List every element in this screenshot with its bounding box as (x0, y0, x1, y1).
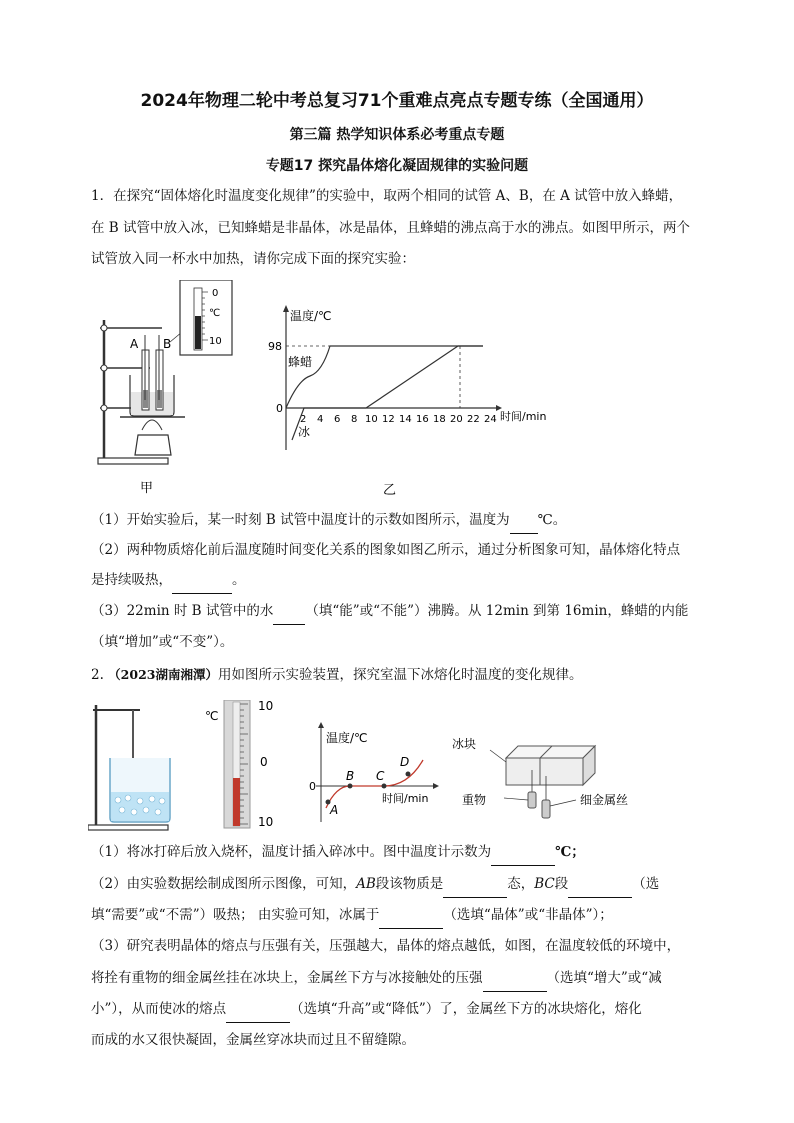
q2-xlabel: 时间/min (382, 792, 429, 805)
zoom-scale-unit: ℃ (209, 308, 221, 319)
q2-subq-1: （1）将冰打碎后放入烧杯，温度计插入碎冰中。图中温度计示数为 ℃； (91, 840, 706, 866)
label-ice: 冰 (298, 425, 311, 439)
q2-subq-2-line-1: （2）由实验数据绘制成图所示图像，可知，AB段该物质是 态，BC段 （选 (91, 872, 716, 898)
q1-blank-2[interactable] (172, 568, 232, 594)
x-tick-label: 10 (365, 414, 378, 425)
x-axis-label: 时间/min (500, 410, 547, 423)
weight-2 (542, 800, 550, 818)
y-tick-98: 98 (268, 340, 282, 353)
x-tick-label: 6 (334, 414, 341, 425)
q2-point-b: B (346, 769, 355, 783)
part-heading: 第三篇 热学知识体系必考重点专题 (289, 127, 505, 143)
x-tick-label: 18 (433, 414, 446, 425)
x-tick-label: 12 (382, 414, 395, 425)
x-tick-label: 14 (399, 414, 412, 425)
x-tick-label: 16 (416, 414, 429, 425)
q2-blank-3[interactable] (568, 872, 632, 898)
q2-figures (88, 700, 708, 832)
q2-blank-4[interactable] (379, 903, 443, 929)
ice-curve (292, 346, 483, 440)
thermometer-zoom-box (180, 280, 232, 355)
q1-subq-2-line-1: （2）两种物质熔化前后温度随时间变化关系的图象如图乙所示，通过分析图象可知，晶体熔化特点 (91, 542, 681, 558)
q2-thermo-unit: ℃ (205, 709, 219, 723)
x-tick-label: 2 (300, 414, 307, 425)
label-b: B (163, 337, 172, 351)
q2-thermo-liquid (233, 778, 240, 826)
weight-1 (528, 792, 536, 808)
q2-subq-3-line-2: 将拴有重物的细金属丝挂在冰块上，金属丝下方与冰接触处的压强 （选填“增大”或“减 (91, 966, 716, 992)
x-tick-label: 24 (484, 414, 497, 425)
q1-intro-line-1: 1．在探究“固体熔化时温度变化规律”的实验中，取两个相同的试管 A、B，在 A 试管中放入蜂蜡， (91, 188, 683, 204)
q2-point-d: D (400, 755, 410, 769)
stand-base (98, 458, 168, 464)
y-axis-label: 温度/℃ (290, 309, 332, 323)
q2-point-a: A (330, 803, 339, 817)
q1-blank-3[interactable] (273, 599, 305, 625)
label-wax: 蜂蜡 (288, 355, 313, 369)
figure-jia-apparatus (90, 280, 250, 495)
ice-block-front (506, 758, 583, 785)
topic-heading: 专题17 探究晶体熔化凝固规律的实验问题 (265, 158, 529, 174)
ice-label: 冰块 (452, 737, 477, 751)
label-a: A (130, 337, 139, 351)
origin-label: 0 (276, 402, 283, 415)
x-tick-label: 22 (467, 414, 480, 425)
q2-subq-2-line-2: 填“需要”或“不需”）吸热； 由实验可知，冰属于 （选填“晶体”或“非晶体”）； (91, 903, 716, 929)
q1-intro-line-2: 在 B 试管中放入冰，已知蜂蜡是非晶体，冰是晶体，且蜂蜡的沸点高于水的沸点。如图甲所示，两个 (91, 220, 691, 236)
document-title: 2024年物理二轮中考总复习71个重难点亮点专题专练（全国通用） (140, 91, 654, 111)
q1-subq-1: （1）开始实验后，某一时刻 B 试管中温度计的示数如图所示，温度为 ℃。 (91, 508, 706, 534)
caption-jia: 甲 (140, 481, 154, 495)
zoom-scale-10: 10 (209, 336, 222, 347)
zoom-scale-0: 0 (212, 288, 219, 299)
q2-subq-3-line-4: 而成的水又很快凝固，金属丝穿冰块而过且不留缝隙。 (91, 1032, 415, 1048)
q2-blank-6[interactable] (226, 997, 290, 1023)
q2-subq-3-line-3: 小”），从而使冰的熔点 （选填“升高”或“降低”）了，金属丝下方的冰块熔化，熔化 (91, 997, 716, 1023)
q2-thermo-0: 0 (260, 755, 268, 769)
flame (142, 420, 162, 430)
alcohol-lamp (135, 435, 171, 455)
q2-point-c: C (376, 769, 385, 783)
caption-yi: 乙 (383, 483, 397, 498)
q1-blank-1[interactable] (510, 508, 538, 534)
x-tick-label: 4 (317, 414, 324, 425)
x-tick-label: 8 (351, 414, 358, 425)
q1-subq-3-line-1: （3）22min 时 B 试管中的水 （填“能”或“不能”）沸腾。从 12min 到第 16min，蜂蜡的内能 (91, 599, 711, 625)
q1-subq-2-line-2: 是持续吸热， 。 (91, 568, 706, 594)
q1-subq-3-line-2: （填“增加”或“不变”）。 (91, 634, 234, 650)
q2-blank-1[interactable] (491, 840, 555, 866)
weight-label: 重物 (462, 793, 487, 807)
x-ticks (300, 414, 497, 425)
x-tick-label: 20 (450, 414, 463, 425)
q2-origin: 0 (309, 780, 316, 793)
figure-yi-graph (268, 300, 558, 500)
wax-curve (286, 346, 483, 408)
wire-label: 细金属丝 (580, 793, 629, 807)
q2-blank-5[interactable] (483, 966, 547, 992)
q2-thermo-10: 10 (258, 700, 274, 713)
q2-subq-3-line-1: （3）研究表明晶体的熔点与压强有关，压强越大，晶体的熔点越低，如图，在温度较低的环境中， (91, 938, 681, 954)
water (131, 392, 173, 415)
q2-ylabel: 温度/℃ (326, 731, 368, 745)
q2-intro: 2. （2023湖南湘潭）用如图所示实验装置，探究室温下冰熔化时温度的变化规律。 (91, 667, 583, 683)
q2-thermo-minus10: 10 (258, 815, 274, 829)
q2-blank-2[interactable] (443, 872, 507, 898)
q1-intro-line-3: 试管放入同一杯水中加热，请你完成下面的探究实验： (91, 251, 415, 267)
